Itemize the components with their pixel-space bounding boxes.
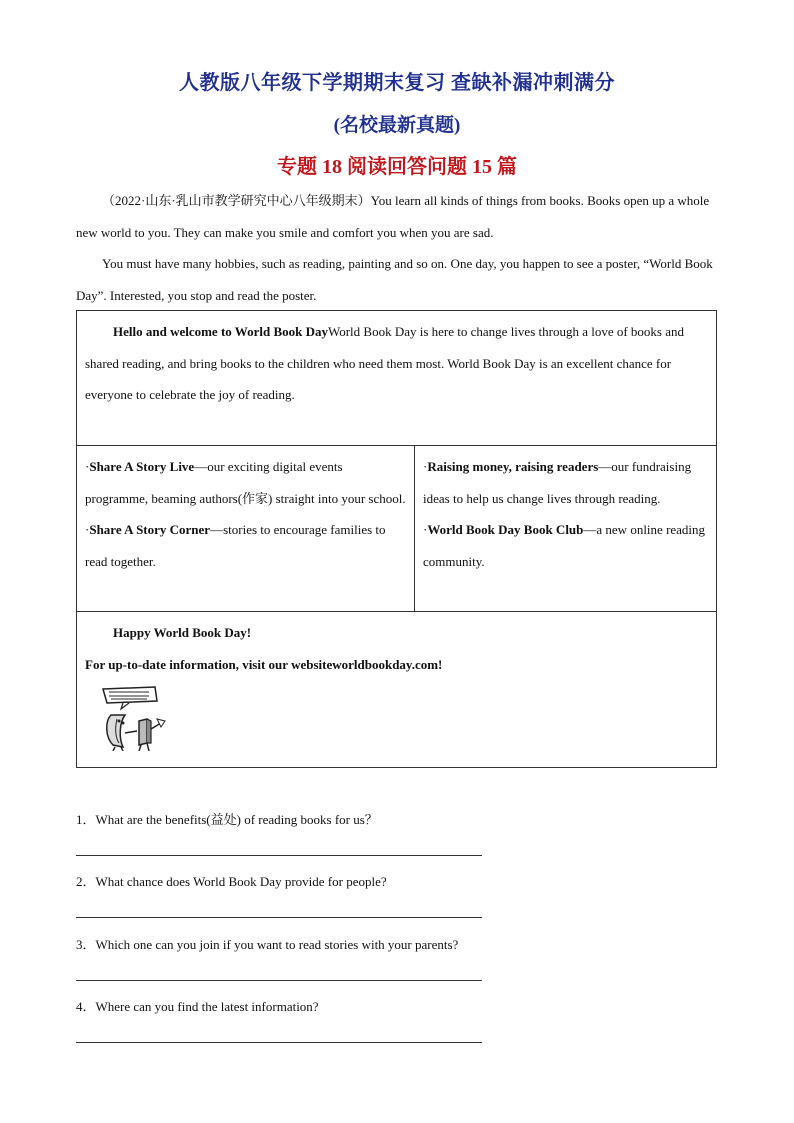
poster-intro-text: World Book Day is here to change lives through a love of books and shared reading, and bring books to the children who need them most. World Book Day is an excellent chance for everyone to celebrate the joy of reading. [85,324,684,402]
books-illustration [97,685,169,751]
question-3: 3．Which one can you join if you want to read stories with your parents? [76,937,459,952]
bullet: · [423,522,428,537]
document-title: 人教版八年级下学期期末复习 查缺补漏冲刺满分 [179,72,615,94]
poster-website-line: For up-to-date information, visit our websiteworldbookday.com! [85,656,443,672]
poster-item-text: —stories to encourage families to read together. [85,522,386,569]
poster-item-text: —our exciting digital events programme, beaming authors(作家) straight into your school. [85,459,406,506]
topic-title: 专题 18 阅读回答问题 15 篇 [277,156,517,178]
poster-item-text: —our fundraising ideas to help us change lives through reading. [423,459,692,506]
bullet: · [85,522,90,537]
source-note: （2022·山东·乳山市教学研究中心八年级期末） [102,193,371,208]
poster-item-title: Raising money, raising readers [427,459,599,474]
poster-item-title: Share A Story Live [89,459,195,474]
poster-left-cell [77,446,415,612]
poster-item [85,514,406,577]
bullet: · [423,459,428,474]
document-subtitle: (名校最新真题) [333,115,461,136]
question-4: 4．Where can you find the latest information? [76,999,319,1014]
answer-line-4[interactable] [76,1042,482,1043]
intro-paragraph-2: You must have many hobbies, such as reading, painting and so on. One day, you happen to see a poster, “World Book Day”. Interested, you stop and read the poster. [76,256,713,303]
bullet: · [85,459,90,474]
poster-item-title: Share A Story Corner [89,522,211,537]
poster-intro-cell [77,311,716,446]
question-1: 1．What are the benefits(益处) of reading books for us？ [76,812,378,827]
intro-text-1: You learn all kinds of things from books. Books open up a whole new world to you. They can make you smile and comfort you when you are sad. [76,193,710,240]
poster-item-title: World Book Day Book Club [427,522,584,537]
intro-paragraph-1 [76,185,716,248]
answer-line-2[interactable] [76,917,482,918]
poster-heading: Hello and welcome to World Book Day [113,324,328,339]
poster-item [423,451,708,514]
poster-item [423,514,708,577]
poster-item [85,451,406,514]
poster-footer-cell [77,612,716,767]
poster [76,310,717,768]
question-2: 2．What chance does World Book Day provide for people? [76,874,387,889]
poster-intro [85,316,708,411]
poster-item-text: —a new online reading community. [423,522,706,569]
answer-line-1[interactable] [76,855,482,856]
poster-right-cell [415,446,716,612]
poster-greeting: Happy World Book Day! [113,625,252,640]
answer-line-3[interactable] [76,980,482,981]
